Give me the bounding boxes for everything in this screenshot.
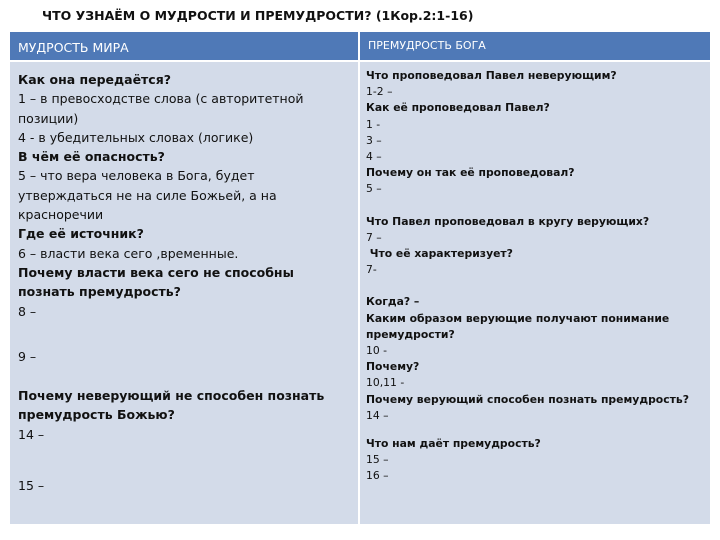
- spacer: [366, 278, 704, 294]
- answer-line: 6 – власти века сего ,временные.: [18, 245, 239, 261]
- spacer: [18, 321, 350, 347]
- answer-line: 7 –: [366, 230, 382, 244]
- answer-line: 10,11 -: [366, 376, 405, 390]
- comparison-table: [10, 32, 710, 524]
- spacer: [18, 444, 350, 476]
- right-column-text: [366, 68, 704, 485]
- answer-line: 14 –: [366, 408, 389, 422]
- question-line: Что проповедовал Павел неверующим?: [366, 69, 617, 82]
- question-line: В чём её опасность?: [18, 149, 165, 165]
- answer-line: 4 –: [366, 150, 382, 164]
- question-line: Что нам даёт премудрость?: [366, 437, 541, 451]
- answer-line: 4 - в убедительных словах (логике): [18, 129, 254, 145]
- answer-line: 8 –: [18, 303, 37, 319]
- spacer: [366, 198, 704, 214]
- answer-line: 7-: [366, 263, 377, 277]
- answer-line: 10 -: [366, 344, 388, 358]
- right-column-cell: [360, 62, 710, 524]
- question-line: Почему неверующий не способен познать премудрость Божью?: [18, 388, 325, 423]
- answer-line: 16 –: [366, 469, 389, 483]
- title-reference: (1Кор.2:1-16): [375, 8, 474, 23]
- question-line: Как её проповедовал Павел?: [366, 101, 550, 115]
- right-column-header: ПРЕМУДРОСТЬ БОГА: [360, 32, 710, 62]
- spacer: [18, 366, 350, 386]
- question-line: Как она передаётся?: [18, 72, 171, 87]
- spacer: [366, 424, 704, 436]
- answer-line: 5 –: [366, 182, 382, 196]
- left-column-header: МУДРОСТЬ МИРА: [10, 32, 360, 62]
- answer-line: 3 –: [366, 133, 382, 147]
- question-line: Каким образом верующие получают понимание премудрости?: [366, 311, 670, 341]
- left-column-cell: [10, 62, 360, 524]
- question-line: Когда? –: [366, 295, 420, 309]
- question-line: Почему верующий способен познать премудрость?: [366, 392, 689, 406]
- question-line: Что Павел проповедовал в кругу верующих?: [366, 214, 650, 228]
- answer-line: 1 -: [366, 117, 381, 131]
- answer-line: 1-2 –: [366, 85, 393, 99]
- answer-line: 9 –: [18, 348, 37, 364]
- question-line: Где её источник?: [18, 226, 144, 242]
- title-main: ЧТО УЗНАЁМ О МУДРОСТИ И ПРЕМУДРОСТИ?: [42, 8, 372, 23]
- answer-line: 15 –: [366, 453, 389, 467]
- answer-line: 1 – в превосходстве слова (с авторитетной позиции): [18, 91, 304, 126]
- question-line: Почему?: [366, 360, 420, 374]
- left-column-text: [18, 70, 350, 495]
- question-line: Что её характеризует?: [366, 247, 513, 261]
- page-title: [42, 8, 473, 23]
- question-line: Почему власти века сего не способны познать премудрость?: [18, 264, 294, 300]
- answer-line: 5 – что вера человека в Бога, будет утверждаться не на силе Божьей, а на красноречии: [18, 168, 277, 223]
- answer-line: 15 –: [18, 478, 45, 494]
- answer-line: 14 –: [18, 426, 45, 442]
- question-line: Почему он так её проповедовал?: [366, 166, 575, 180]
